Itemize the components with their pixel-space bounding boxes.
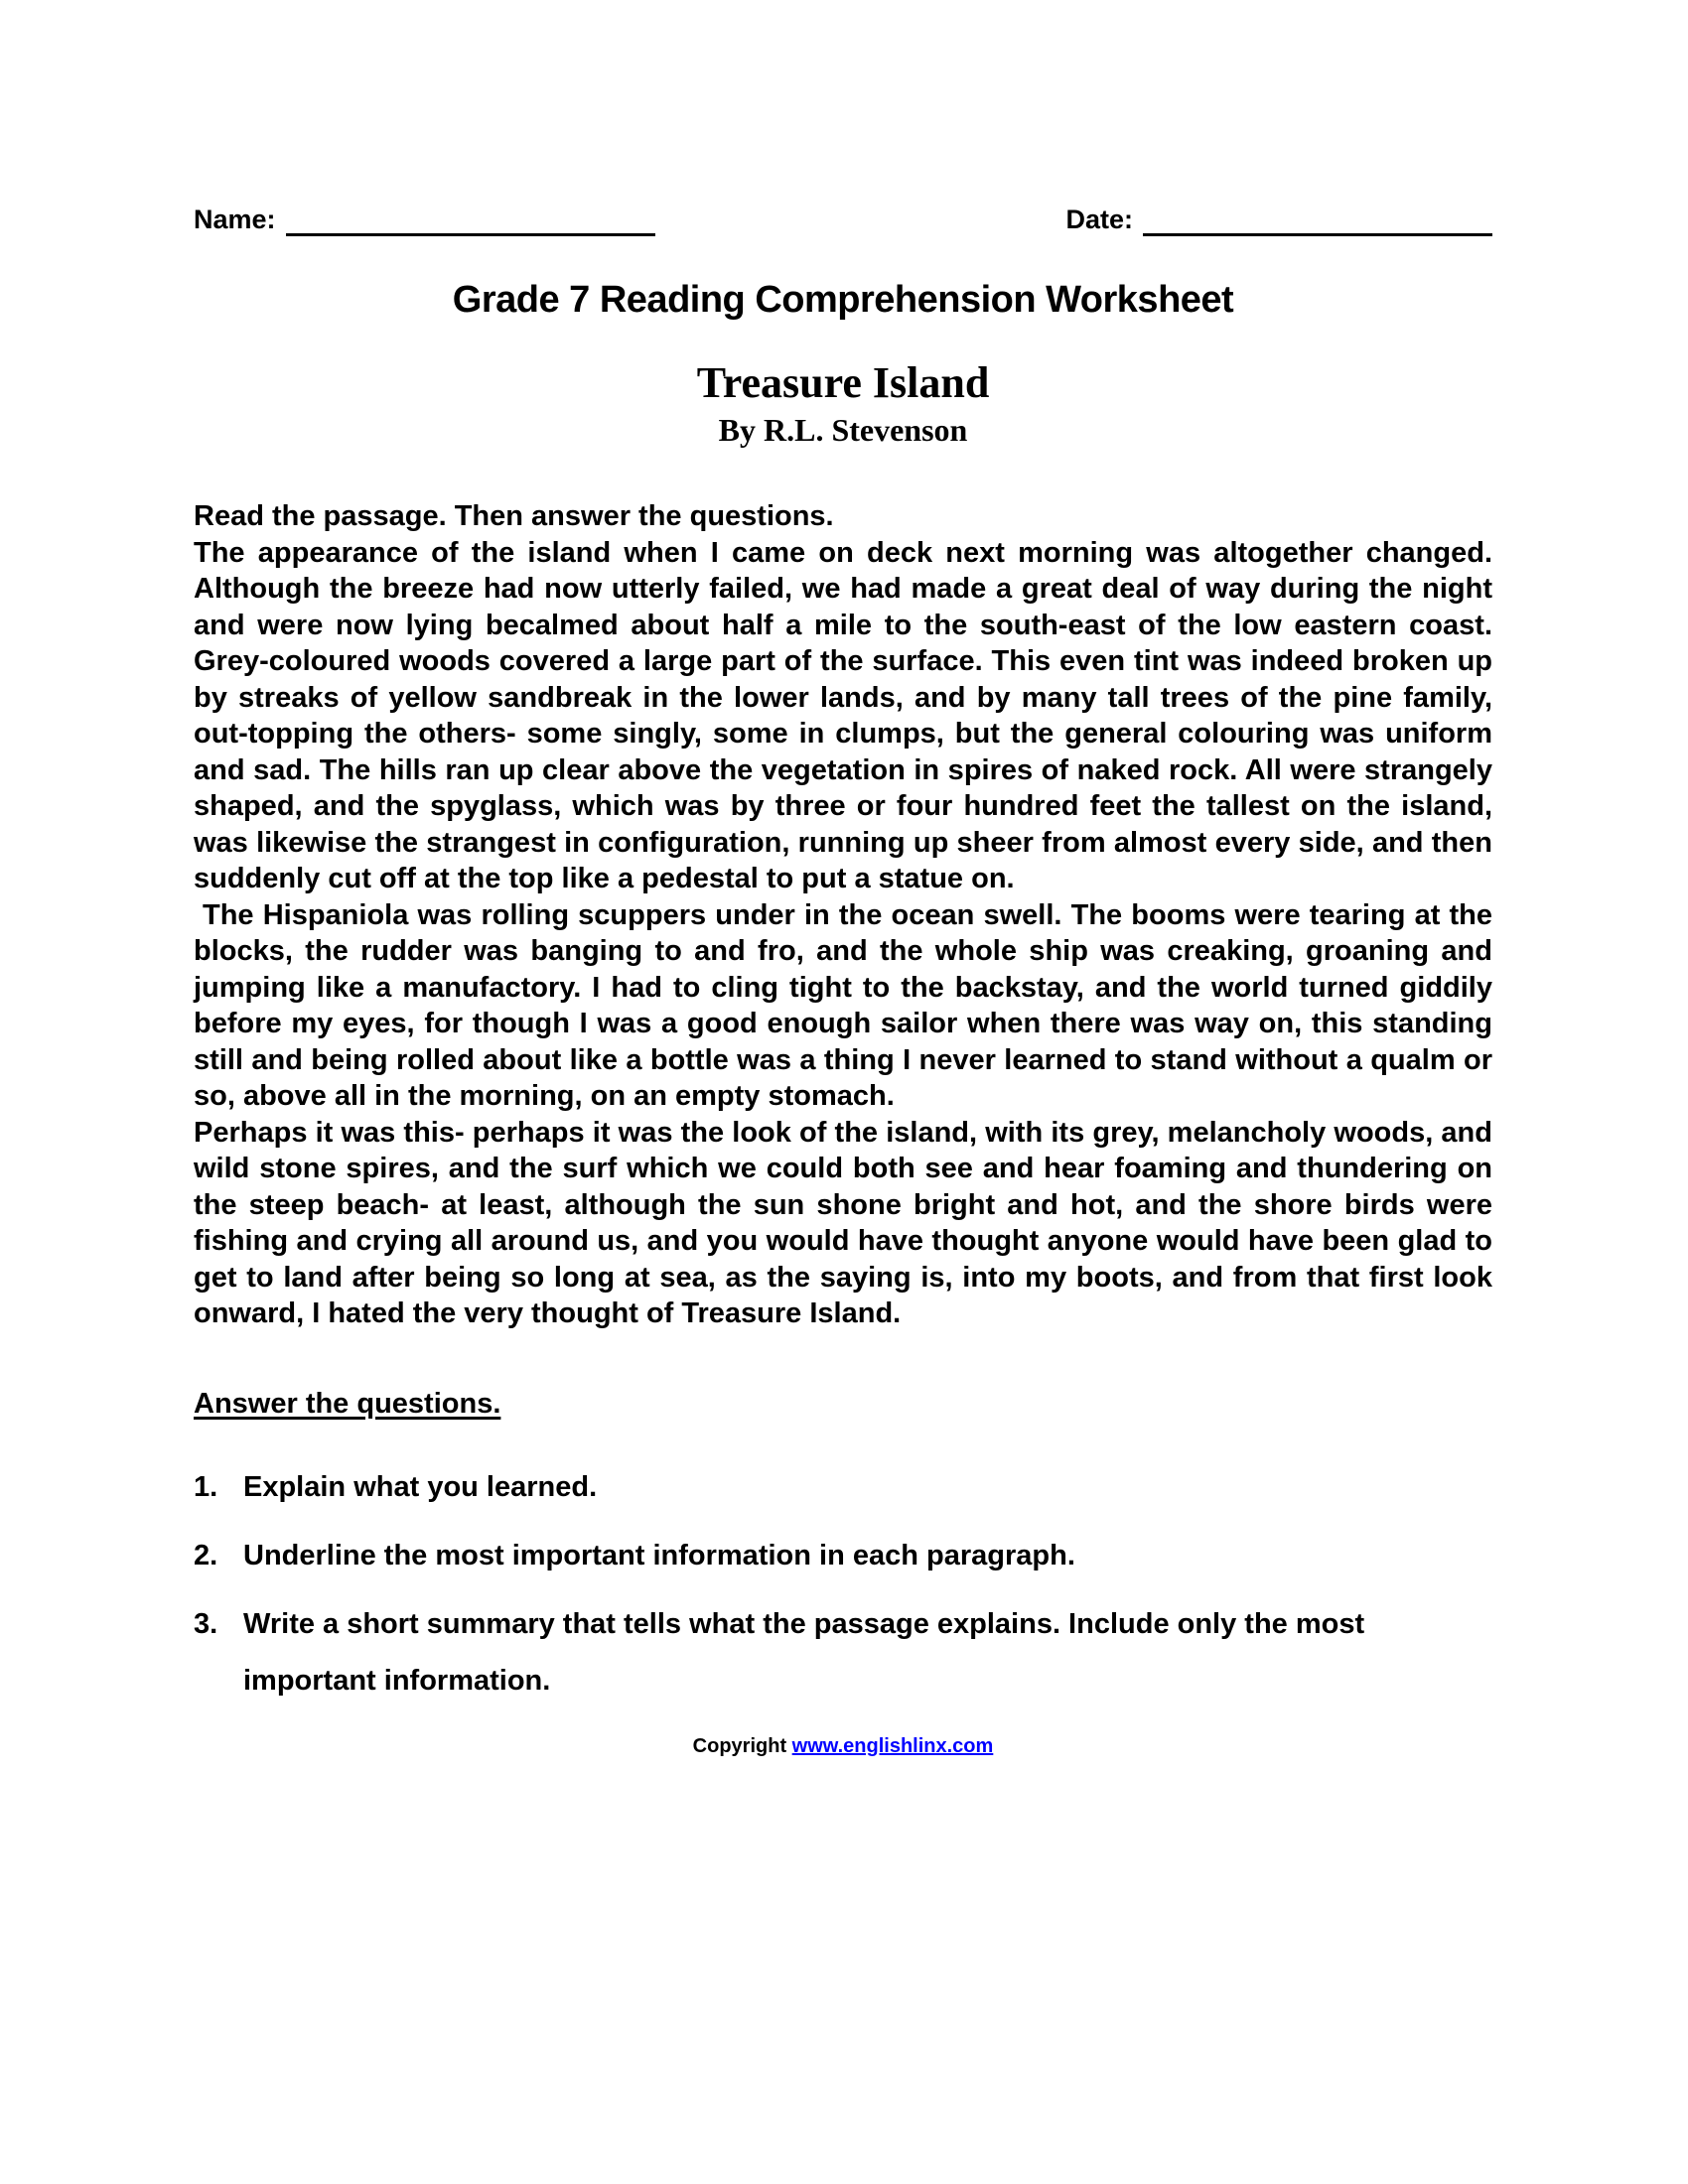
worksheet-title: Grade 7 Reading Comprehension Worksheet (452, 279, 1234, 321)
date-label: Date: (1065, 205, 1133, 234)
date-blank-line (1143, 207, 1492, 236)
name-field (194, 204, 655, 236)
passage-paragraph-2: The Hispaniola was rolling scuppers under in the ocean swell. The booms were tearing at the blocks, the rudder was banging to and fro, and the whole ship was creaking, groaning and jumping like a manufactory. I had to cling tight to the backstay, and the world turned giddily before my eyes, for though I was a good enough sailor when there was way on, this standing still and being rolled about like a bottle was a thing I never learned to stand without a qualm or so, above all in the morning, on an empty stomach. (194, 898, 1492, 1112)
question-text: Explain what you learned. (243, 1470, 598, 1503)
passage-author: By R.L. Stevenson (718, 412, 968, 448)
name-label: Name: (194, 205, 276, 234)
passage-paragraph-1: The appearance of the island when I came on deck next morning was altogether changed. Although the breeze had now utterly failed, we had made a great deal of way during the night and were now lying becalmed about half a mile to the south-east of the low eastern coast. Grey-coloured woods covered a large part of the surface. This even tint was indeed broken up by streaks of yellow sandbreak in the lower lands, and by many tall trees of the pine family, out-topping the others- some singly, some in clumps, but the general colouring was uniform and sad. The hills ran up clear above the vegetation in spires of naked rock. All were strangely shaped, and the spyglass, which was by three or four hundred feet the tallest on the island, was likewise the strangest in configuration, running up sheer from almost every side, and then suddenly cut off at the top like a pedestal to put a statue on. (194, 536, 1492, 894)
question-text: Underline the most important information in each paragraph. (243, 1539, 1075, 1571)
date-field (1065, 204, 1492, 236)
passage-paragraph-3: Perhaps it was this- perhaps it was the look of the island, with its grey, melancholy woods, and wild stone spires, and the surf which we could both see and hear foaming and thundering on the steep beach- at least, although the sun shone bright and hot, and the shore birds were fishing and crying all around us, and you would have thought anyone would have been glad to get to land after being so long at sea, as the saying is, into my boots, and from that first look onward, I hated the very thought of Treasure Island. (194, 1116, 1492, 1329)
passage-instructions: Read the passage. Then answer the questions. (194, 500, 834, 532)
question-number: 1. (194, 1470, 218, 1503)
copyright-label: Copyright (692, 1734, 787, 1757)
question-item-1 (194, 1459, 1492, 1516)
question-item-2 (194, 1528, 1492, 1584)
page-footer (194, 1733, 1492, 1759)
passage-body (194, 535, 1492, 1332)
copyright-link[interactable]: www.englishlinx.com (791, 1734, 994, 1757)
question-item-3 (194, 1596, 1492, 1709)
question-number: 3. (194, 1607, 218, 1640)
questions-heading: Answer the questions. (194, 1387, 501, 1420)
question-text: Write a short summary that tells what the passage explains. Include only the most important information. (243, 1607, 1365, 1697)
question-number: 2. (194, 1539, 218, 1571)
questions-list (194, 1459, 1492, 1709)
passage-title: Treasure Island (696, 358, 990, 407)
name-date-row (194, 204, 1492, 236)
name-blank-line (286, 207, 655, 236)
